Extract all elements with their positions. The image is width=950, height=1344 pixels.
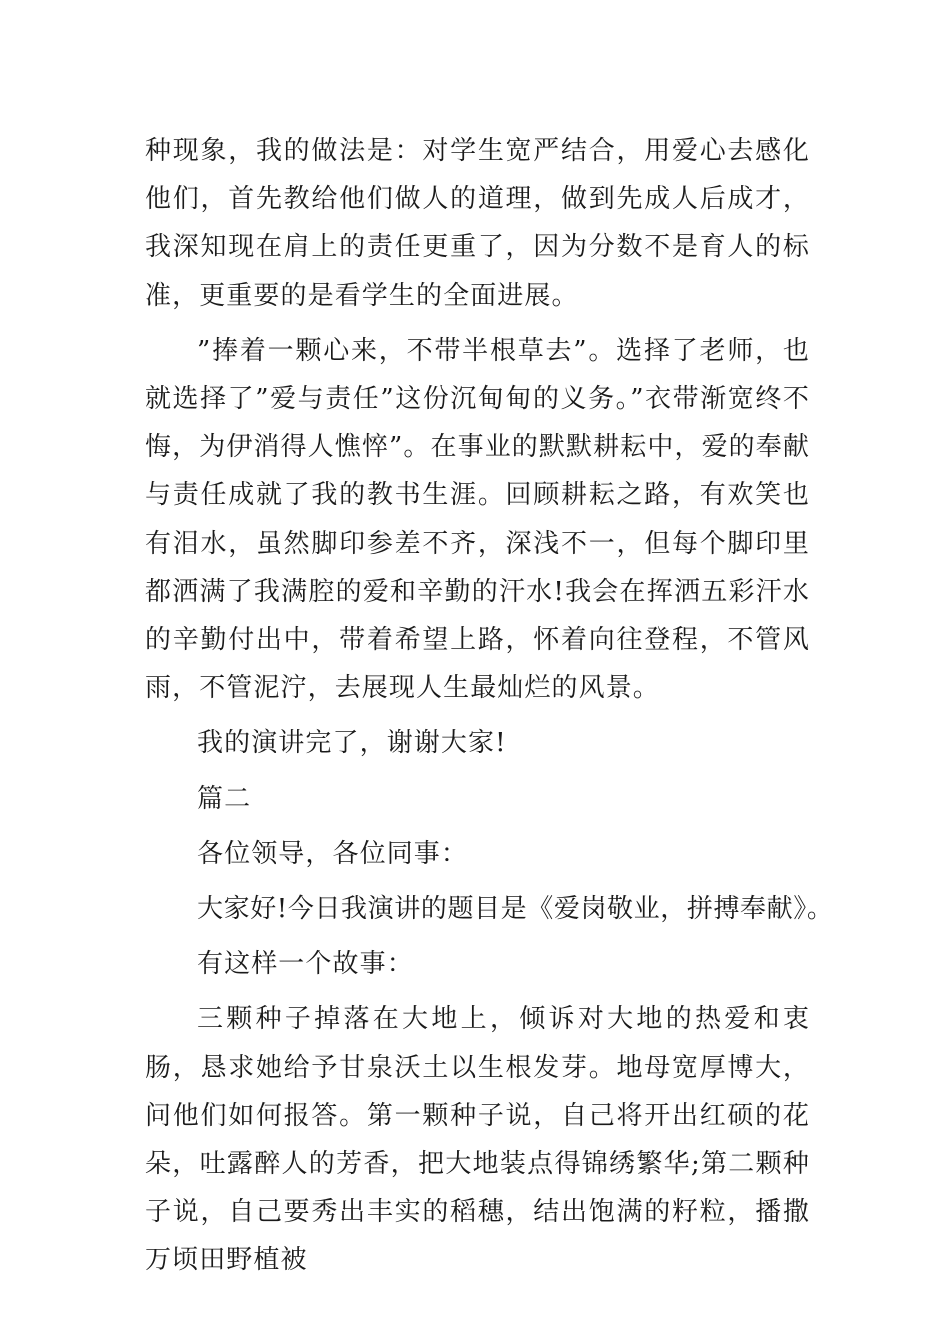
paragraph-continuation: 种现象，我的做法是：对学生宽严结合，用爱心去感化他们，首先教给他们做人的道理，做到先成人后成才，我深知现在肩上的责任更重了，因为分数不是育人的标准，更重要的是看学生的全面进展。: [145, 136, 810, 311]
section-heading: 篇二: [197, 783, 252, 814]
paragraph-story-intro: 有这样一个故事：: [197, 949, 414, 980]
document-body: [145, 127, 834, 1292]
paragraph-closing: 我的演讲完了，谢谢大家!: [197, 728, 507, 759]
paragraph-greeting: 大家好!今日我演讲的题目是《爱岗敬业，拼搏奉献》。: [197, 894, 834, 925]
paragraph-devotion: ”捧着一颗心来，不带半根草去”。选择了老师，也就选择了”爱与责任”这份沉甸甸的义务。”衣带渐宽终不悔，为伊消得人憔悴”。在事业的默默耕耘中，爱的奉献与责任成就了我的教书生涯。回顾耕耘之路，有欢笑也有泪水，虽然脚印参差不齐，深浅不一，但每个脚印里都洒满了我满腔的爱和辛勤的汗水!我会在挥洒五彩汗水的辛勤付出中，带着希望上路，怀着向往登程，不管风雨，不管泥泞，去展现人生最灿烂的风景。: [145, 335, 810, 704]
paragraph-three-seeds: 三颗种子掉落在大地上，倾诉对大地的热爱和衷肠，恳求她给予甘泉沃土以生根发芽。地母宽厚博大，问他们如何报答。第一颗种子说，自己将开出红硕的花朵，吐露醉人的芳香，把大地装点得锦绣繁华;第二颗种子说，自己要秀出丰实的稻穗，结出饱满的籽粒，播撒万顷田野植被: [145, 1004, 810, 1276]
paragraph-salutation: 各位领导，各位同事：: [197, 838, 469, 869]
